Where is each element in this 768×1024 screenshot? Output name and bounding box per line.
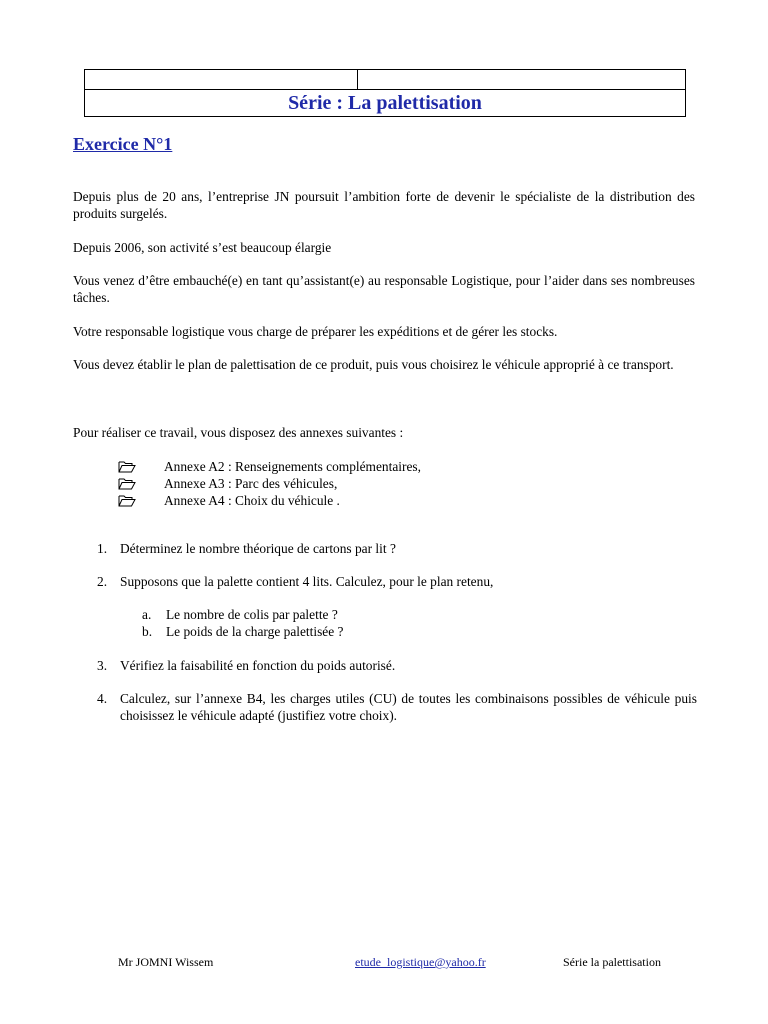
series-title: Série : La palettisation [288, 92, 482, 114]
header-table [84, 69, 686, 117]
paragraph-activity: Depuis 2006, son activité s’est beaucoup élargie [73, 240, 332, 255]
subquestion-letter: a. [142, 607, 152, 622]
open-folder-icon [118, 461, 164, 473]
header-cell-left [85, 70, 358, 89]
paragraph-intro: Depuis plus de 20 ans, l’entreprise JN poursuit l’ambition forte de devenir le spécialiste de la distribution des produits surgelés. [73, 189, 695, 221]
header-cell-right [358, 70, 685, 89]
footer-series: Série la palettisation [563, 955, 661, 969]
subquestion-text: Le poids de la charge palettisée ? [166, 624, 344, 639]
paragraph-plan: Vous devez établir le plan de palettisation de ce produit, puis vous choisirez le véhicule approprié à ce transport. [73, 357, 674, 372]
annex-list [118, 458, 421, 509]
paragraph-role: Vous venez d’être embauché(e) en tant qu’assistant(e) au responsable Logistique, pour l’aider dans ses nombreuses tâches. [73, 273, 695, 305]
subquestion-text: Le nombre de colis par palette ? [166, 607, 338, 622]
annex-item [118, 475, 421, 492]
question-text: Supposons que la palette contient 4 lits. Calculez, pour le plan retenu, [120, 574, 494, 589]
question-text: Vérifiez la faisabilité en fonction du poids autorisé. [120, 658, 396, 673]
exercise-title: Exercice N°1 [73, 134, 173, 154]
question-text: Déterminez le nombre théorique de cartons par lit ? [120, 541, 396, 556]
question-item [97, 540, 697, 557]
subquestion-letter: b. [142, 624, 153, 639]
question-number: 4. [97, 691, 108, 706]
question-number: 3. [97, 658, 108, 673]
question-text: Calculez, sur l’annexe B4, les charges utiles (CU) de toutes les combinaisons possibles de véhicule puis choisissez le véhicule adapté (justifiez votre choix). [120, 691, 697, 723]
question-item [97, 690, 697, 724]
annex-label: Annexe A4 : Choix du véhicule . [164, 493, 340, 508]
annex-item [118, 492, 421, 509]
footer-email-link[interactable]: etude_logistique@yahoo.fr [355, 955, 486, 969]
question-item [97, 573, 697, 590]
paragraph-task: Votre responsable logistique vous charge de préparer les expéditions et de gérer les stocks. [73, 324, 558, 339]
open-folder-icon [118, 478, 164, 490]
footer-author: Mr JOMNI Wissem [118, 955, 214, 969]
question-number: 1. [97, 541, 108, 556]
header-top-row [85, 70, 685, 90]
question-item [97, 657, 697, 674]
question-number: 2. [97, 574, 108, 589]
annex-item [118, 458, 421, 475]
open-folder-icon [118, 495, 164, 507]
paragraph-annexes-intro: Pour réaliser ce travail, vous disposez des annexes suivantes : [73, 425, 404, 440]
annex-label: Annexe A2 : Renseignements complémentaires, [164, 459, 421, 474]
subquestion-item [142, 623, 343, 640]
subquestion-item [142, 606, 338, 623]
annex-label: Annexe A3 : Parc des véhicules, [164, 476, 338, 491]
